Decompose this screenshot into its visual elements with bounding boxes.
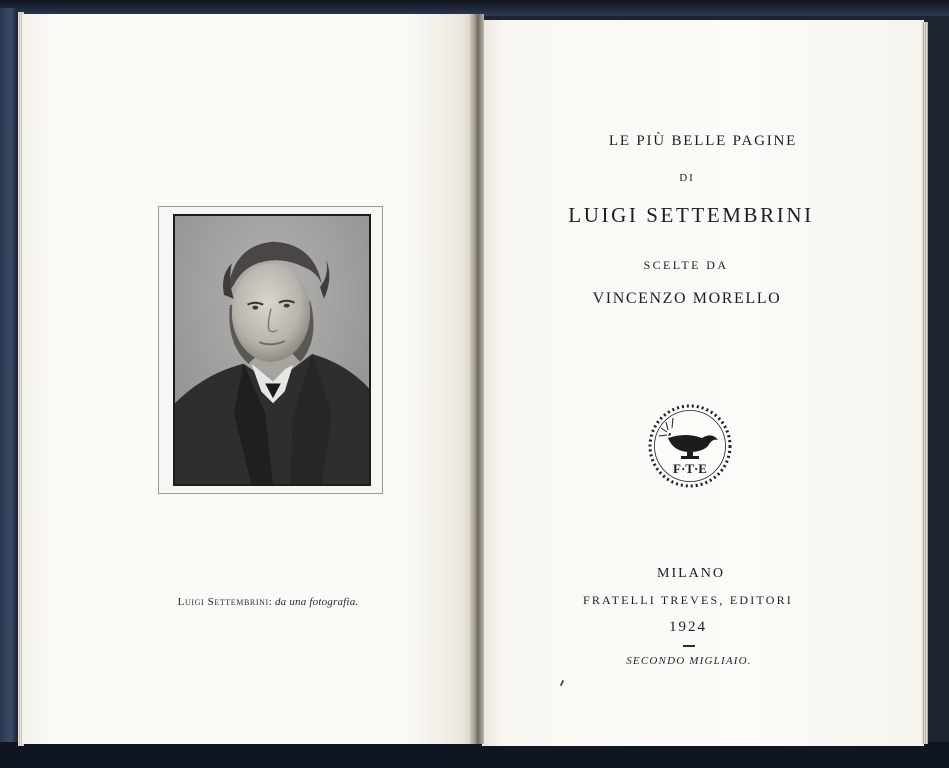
imprint-city: MILANO xyxy=(657,566,725,581)
book-selected-by: SCELTE DA xyxy=(643,258,729,272)
portrait-plate xyxy=(158,206,383,494)
right-page xyxy=(482,20,924,746)
book-title-di: DI xyxy=(679,172,695,184)
logo-text: F·T·E xyxy=(673,461,707,476)
caption-name: Luigi Settembrini xyxy=(177,596,269,608)
portrait-photo xyxy=(173,214,371,486)
portrait-illustration xyxy=(175,216,369,484)
book-title-line: LE PIÙ BELLE PAGINE xyxy=(608,133,798,149)
caption-separator: : xyxy=(268,596,273,608)
right-page-edges xyxy=(922,22,928,744)
book-editor: VINCENZO MORELLO xyxy=(592,290,782,307)
cover-left-edge xyxy=(0,8,18,750)
imprint-dash xyxy=(683,645,695,647)
lamp-icon xyxy=(646,402,734,490)
imprint-publisher: FRATELLI TREVES, EDITORI xyxy=(582,593,794,607)
imprint-edition: SECONDO MIGLIAIO. xyxy=(626,655,752,667)
publisher-lamp-logo xyxy=(646,402,734,490)
caption-source: da una fotografia. xyxy=(274,596,359,608)
portrait-caption xyxy=(120,596,416,608)
book-author: LUIGI SETTEMBRINI xyxy=(568,203,814,227)
imprint-year: 1924 xyxy=(669,619,707,635)
